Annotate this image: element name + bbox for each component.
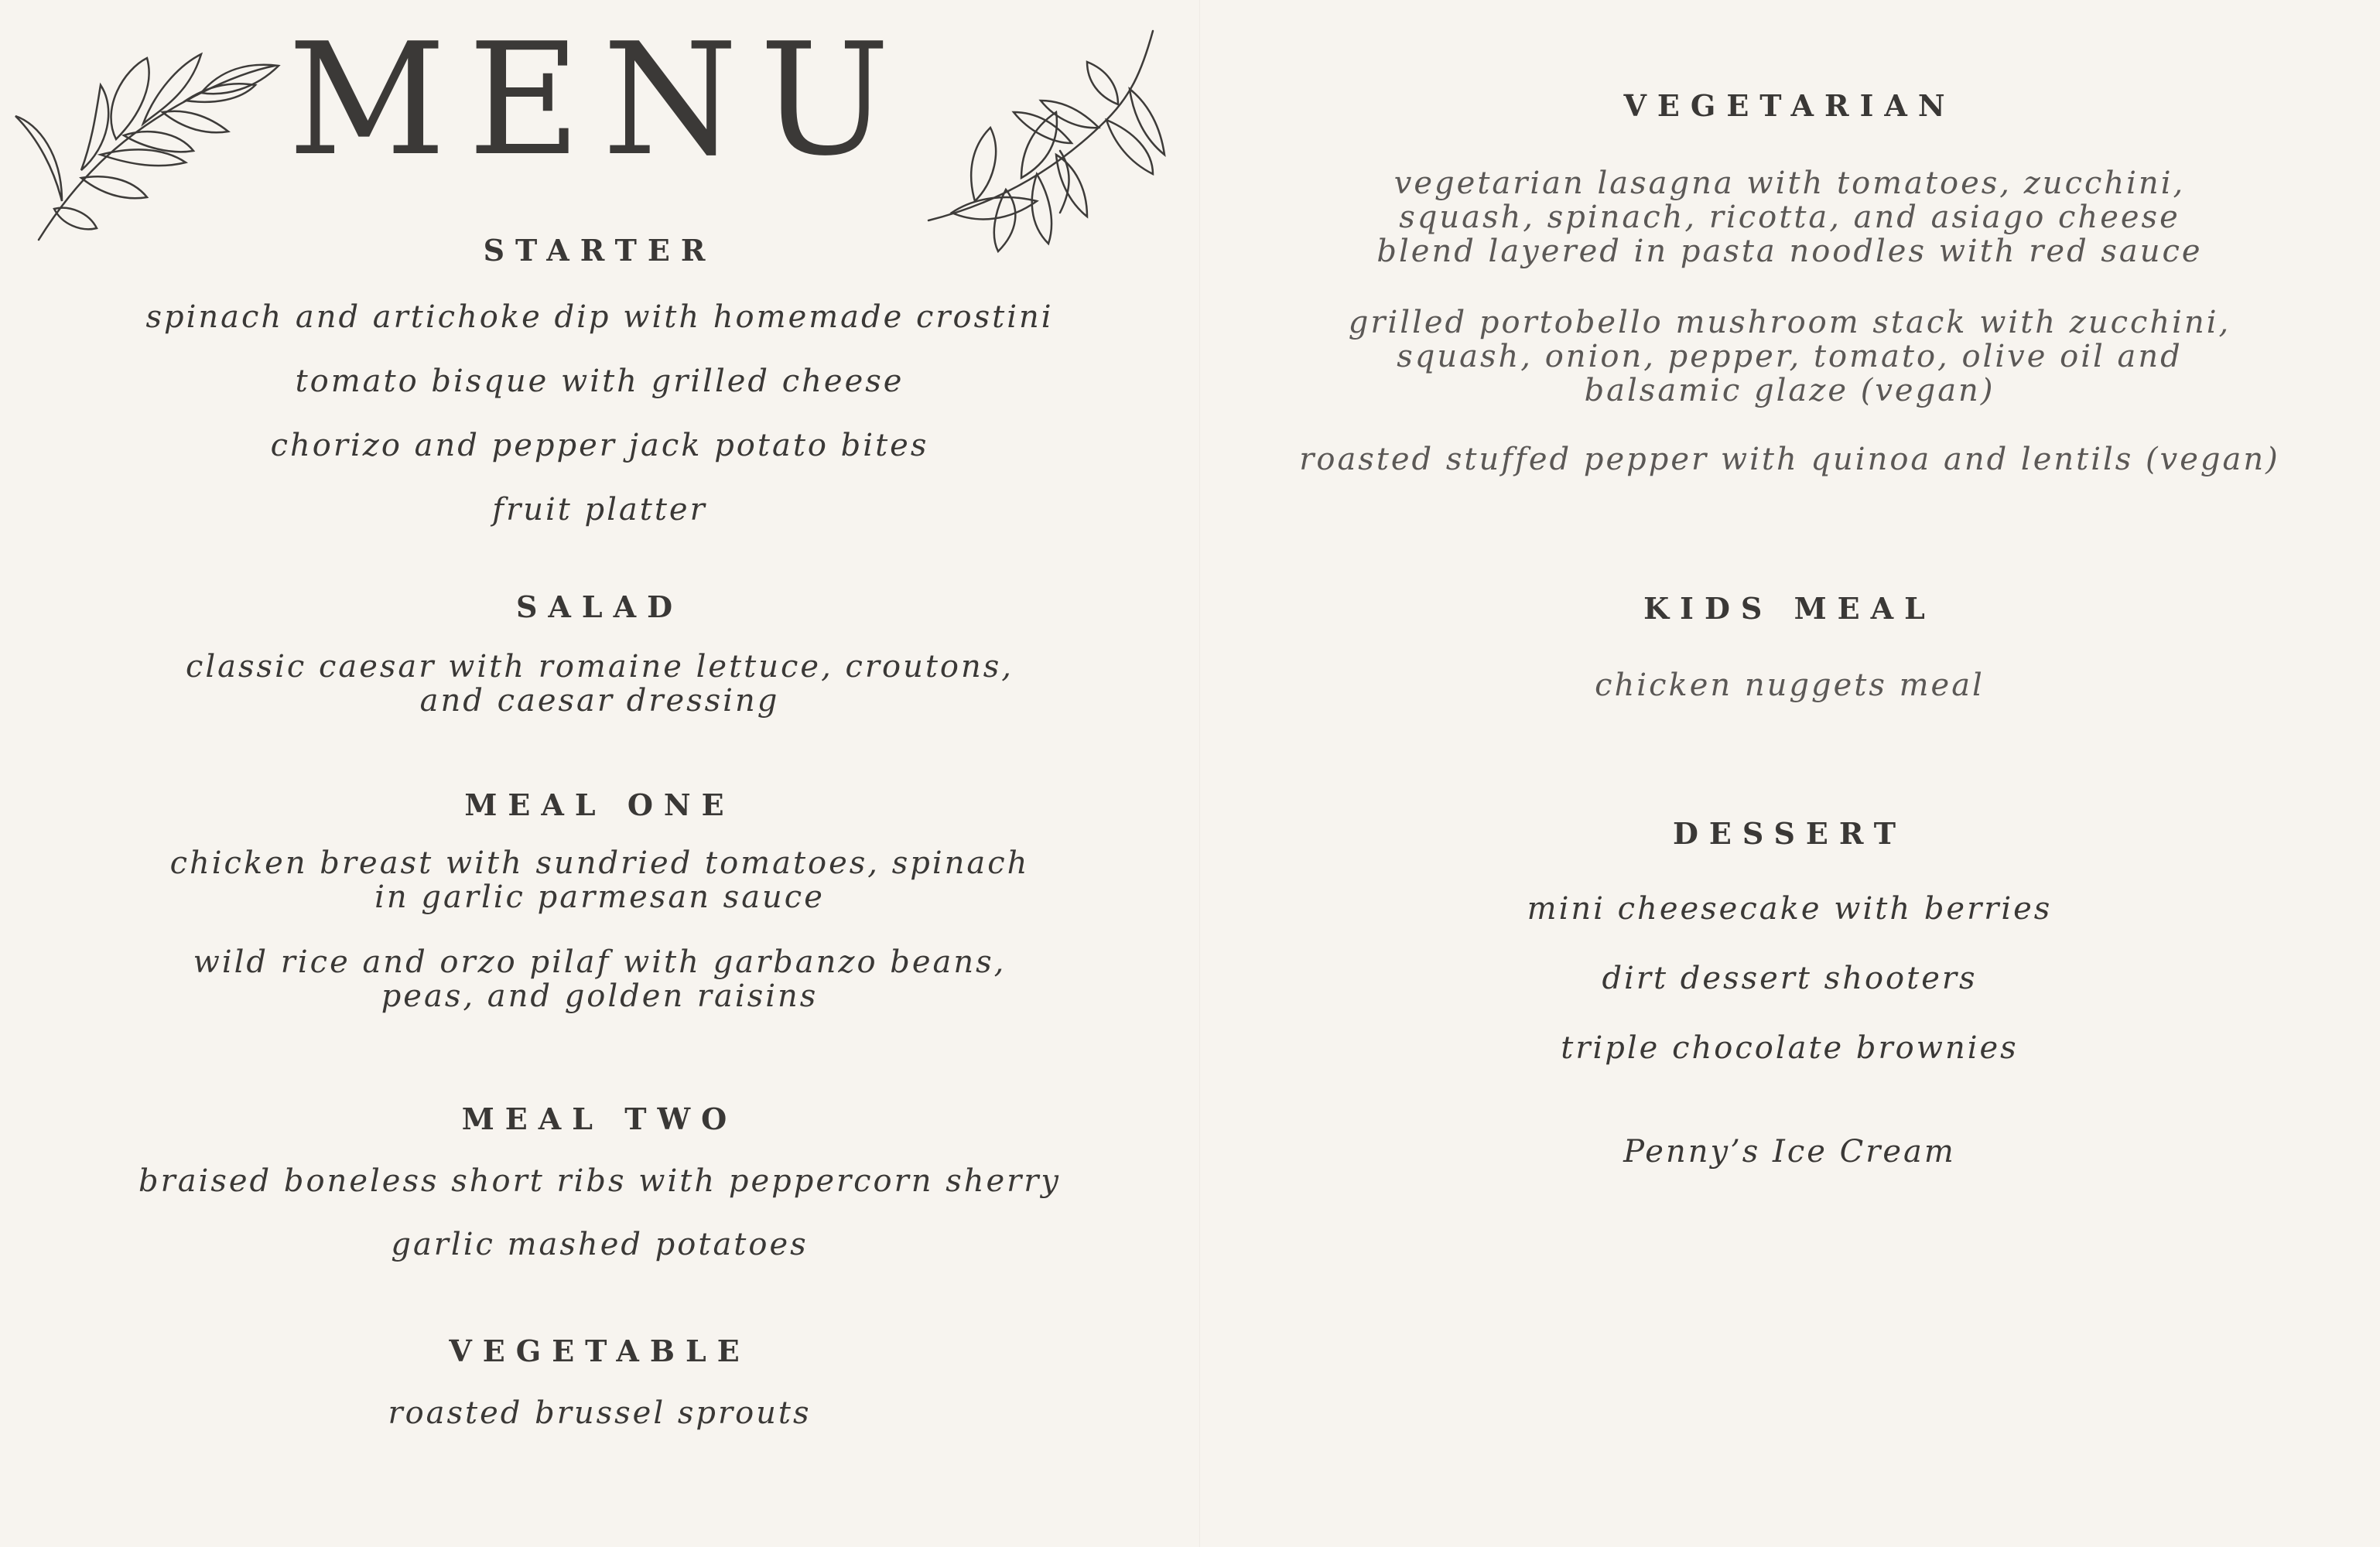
section-heading-salad: SALAD [515,589,684,624]
page-title: MENU [287,10,912,190]
menu-item: dirt dessert shooters [1602,961,1978,996]
leaf-sprig-right-icon [921,27,1176,259]
menu-item: chicken nuggets meal [1595,668,1985,703]
menu-item: roasted brussel sprouts [388,1395,812,1431]
menu-item: classic caesar with romaine lettuce, croutons, and caesar dressing [185,649,1014,719]
section-heading-kids-meal: KIDS MEAL [1643,591,1936,626]
page-divider [1199,0,1200,1547]
section-heading-vegetable: VEGETABLE [449,1334,751,1368]
section-heading-meal-two: MEAL TWO [461,1101,738,1136]
menu-item: grilled portobello mushroom stack with zucchini, squash, onion, pepper, tomato, olive oil and balsamic glaze (vegan) [1348,305,2231,408]
section-heading-starter: STARTER [483,233,716,268]
menu-item: vegetarian lasagna with tomatoes, zucchini, squash, spinach, ricotta, and asiago cheese blend layered in pasta noodles with red sauce [1376,166,2203,269]
menu-item: braised boneless short ribs with peppercorn sherry [138,1163,1062,1199]
menu-item: garlic mashed potatoes [391,1227,809,1262]
section-heading-meal-one: MEAL ONE [464,787,735,822]
menu-item: roasted stuffed pepper with quinoa and lentils (vegan) [1299,442,2280,477]
menu-item: fruit platter [492,492,707,528]
section-heading-dessert: DESSERT [1672,816,1907,851]
menu-item: triple chocolate brownies [1561,1030,2019,1066]
menu-item: Penny’s Ice Cream [1623,1134,1956,1170]
menu-item: wild rice and orzo pilaf with garbanzo beans, peas, and golden raisins [193,944,1007,1014]
menu-item: mini cheesecake with berries [1527,891,2053,927]
menu-item: chorizo and pepper jack potato bites [270,428,929,463]
menu-item: tomato bisque with grilled cheese [295,364,904,399]
section-heading-vegetarian: VEGETARIAN [1623,88,1956,123]
menu-item: spinach and artichoke dip with homemade crostini [145,299,1054,335]
menu-item: chicken breast with sundried tomatoes, spinach in garlic parmesan sauce [169,845,1030,915]
